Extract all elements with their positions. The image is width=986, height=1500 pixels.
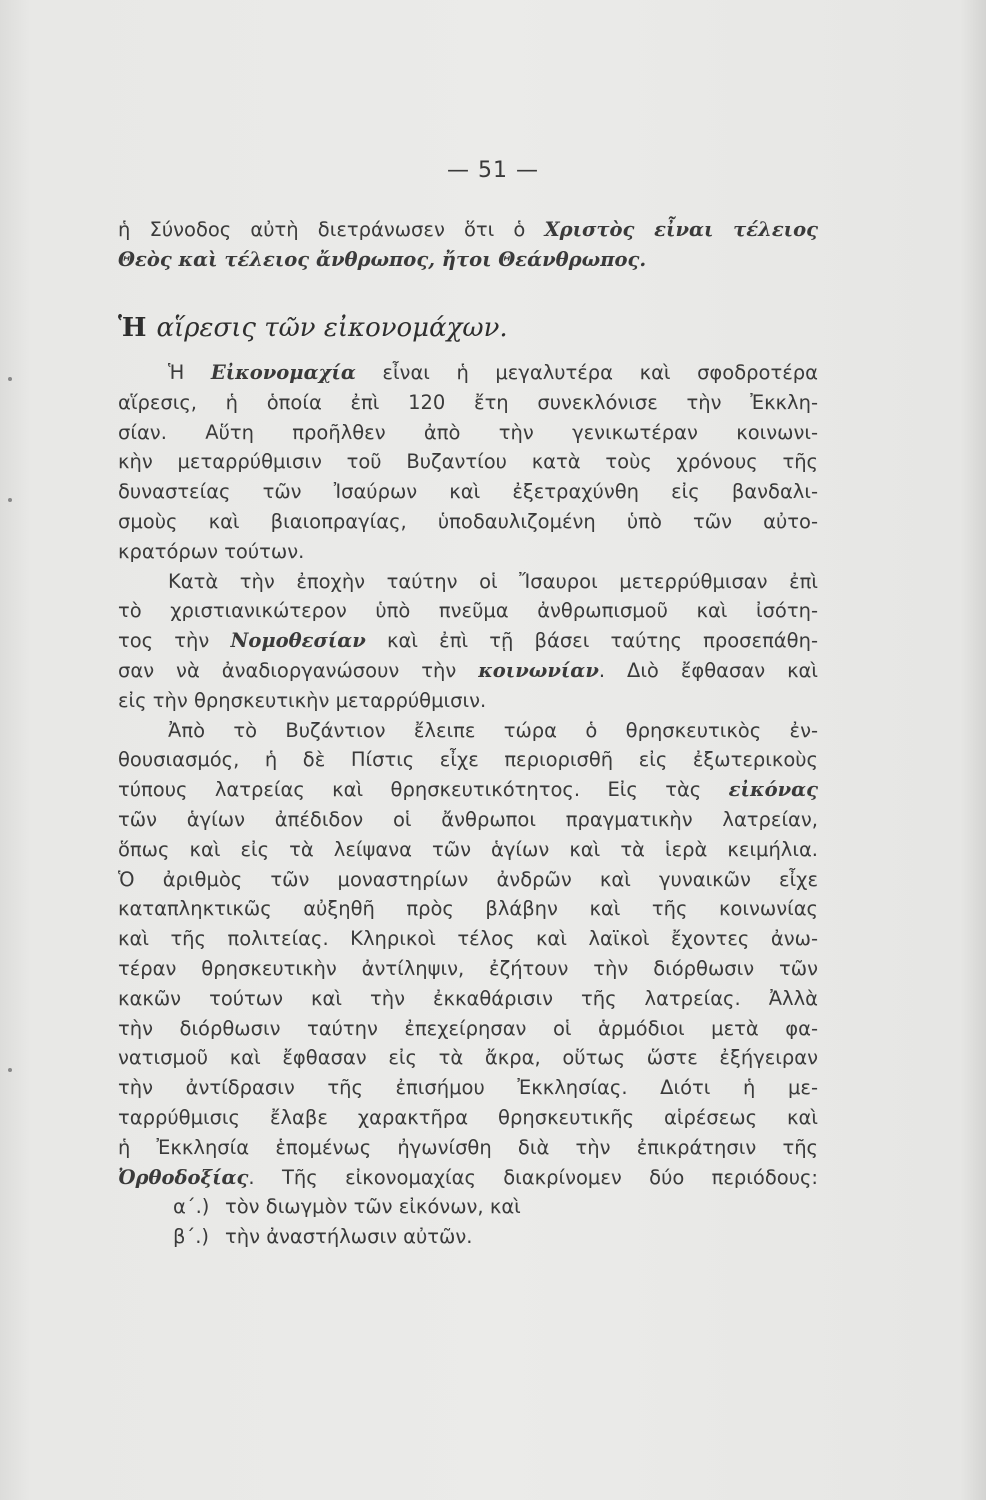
emphasis: κοινωνίαν [478,658,599,682]
list-item [118,1222,818,1252]
text-line: τῶν ἁγίων ἀπέδιδον οἱ ἄνθρωποι πραγματικὴν λατρείαν, [118,807,818,831]
text-line: ἡ Ἐκκλησία ἑπομένως ἠγωνίσθη διὰ τὴν ἐπικράτησιν τῆς [118,1135,818,1159]
text-line: σίαν. Αὕτη προῆλθεν ἀπὸ τὴν γενικωτέραν κοινωνι- [118,420,818,444]
margin-mark [8,377,12,381]
text-line [118,245,818,275]
text-line: κρατόρων τούτων. [118,539,305,563]
text-line: Ἀπὸ τὸ Βυζάντιον ἔλειπε τώρα ὁ θρησκευτικὸς ἐν- [168,718,818,742]
text-line: σαν νὰ ἀναδιοργανώσουν τὴν κοινωνίαν. Διὸ ἔφθασαν καὶ [118,658,819,682]
emphasis: Θεὸς καὶ τέλειος ἄνθρωπος, ἤτοι Θεάνθρωπος. [118,247,647,271]
text-line: ταρρύθμισις ἔλαβε χαρακτῆρα θρησκευτικῆς αἱρέσεως καὶ [118,1105,818,1129]
text-line: θουσιασμός, ἡ δὲ Πίστις εἶχε περιορισθῆ εἰς ἐξωτερικοὺς [118,748,818,772]
text-line: τὴν ἀντίδρασιν τῆς ἐπισήμου Ἐκκλησίας. Διότι ἡ με- [118,1076,818,1100]
emphasis: εἰκόνας [728,778,818,802]
text-line: κὴν μεταρρύθμισιν τοῦ Βυζαντίου κατὰ τοὺς χρόνους τῆς [118,450,818,474]
text-line: τέραν θρησκευτικὴν ἀντίληψιν, ἐζήτουν τὴν διόρθωσιν τῶν [118,956,818,980]
margin-mark [8,1068,12,1072]
text-line: καταπληκτικῶς αὐξηθῆ πρὸς βλάβην καὶ τῆς κοινωνίας [118,897,818,921]
text-line: εἰς τὴν θρησκευτικὴν μεταρρύθμισιν. [118,688,487,712]
list-text: τὴν ἀναστήλωσιν αὐτῶν. [225,1225,473,1249]
text-line: ἡ Σύνοδος αὐτὴ διετράνωσεν ὅτι ὁ Χριστὸς εἶναι τέλειος [118,218,818,241]
text-line: δυναστείας τῶν Ἰσαύρων καὶ ἐξετραχύνθη εἰς βανδαλι- [118,480,818,504]
text-line: σμοὺς καὶ βιαιοπραγίας, ὑποδαυλιζομένη ὑπὸ τῶν αὐτο- [118,509,818,533]
text-line: Ὀρθοδοξίας. Τῆς εἰκονομαχίας διακρίνομεν δύο περιόδους: [118,1165,818,1189]
list-item [118,1192,818,1222]
text-line: αἵρεσις, ἡ ὁποία ἐπὶ 120 ἔτη συνεκλόνισε τὴν Ἐκκλη- [118,390,818,414]
emphasis: Νομοθεσίαν [230,629,366,653]
margin-mark [8,498,12,502]
text-line: ὅπως καὶ εἰς τὰ λείψανα τῶν ἁγίων καὶ τὰ ἱερὰ κειμήλια. [118,837,818,861]
text-line: τὴν διόρθωσιν ταύτην ἐπεχείρησαν οἱ ἁρμόδιοι μετὰ φα- [118,1016,818,1040]
text-line: νατισμοῦ καὶ ἔφθασαν εἰς τὰ ἄκρα, οὕτως ὥστε ἐξήγειραν [118,1046,818,1070]
list-marker: α΄.) [173,1195,210,1219]
text-line: τύπους λατρείας καὶ θρησκευτικότητος. Εἰς τὰς εἰκόνας [118,778,818,802]
emphasis: Εἰκονομαχία [210,361,356,384]
opening-paragraph [118,215,818,275]
page-number: — 51 — [447,158,539,183]
text-line: Ὁ ἀριθμὸς τῶν μοναστηρίων ἀνδρῶν καὶ γυναικῶν εἶχε [118,867,818,891]
text-line: καὶ τῆς πολιτείας. Κληρικοὶ τέλος καὶ λαϊκοὶ ἔχοντες ἀνω- [118,927,818,951]
text-line: τος τὴν Νομοθεσίαν καὶ ἐπὶ τῇ βάσει ταύτης προσεπάθη- [118,629,818,653]
emphasis: Χριστὸς εἶναι τέλειος [544,218,818,241]
text-line: τὸ χριστιανικώτερον ὑπὸ πνεῦμα ἀνθρωπισμοῦ καὶ ἰσότη- [118,599,818,623]
section-body [118,358,818,1252]
section-heading: Ἡ αἵρεσις τῶν εἰκονομάχων. [118,313,508,343]
text-line: κακῶν τούτων καὶ τὴν ἐκκαθάρισιν τῆς λατρείας. Ἀλλὰ [118,986,818,1010]
text-line: Κατὰ τὴν ἐποχὴν ταύτην οἱ Ἴσαυροι μετερρύθμισαν ἐπὶ [168,569,818,593]
text-line: Ἡ Εἰκονομαχία εἶναι ἡ μεγαλυτέρα καὶ σφοδροτέρα [168,361,818,384]
emphasis: Ὀρθοδοξίας [118,1165,249,1189]
list-marker: β΄.) [173,1225,210,1249]
list-text: τὸν διωγμὸν τῶν εἰκόνων, καὶ [225,1195,521,1219]
